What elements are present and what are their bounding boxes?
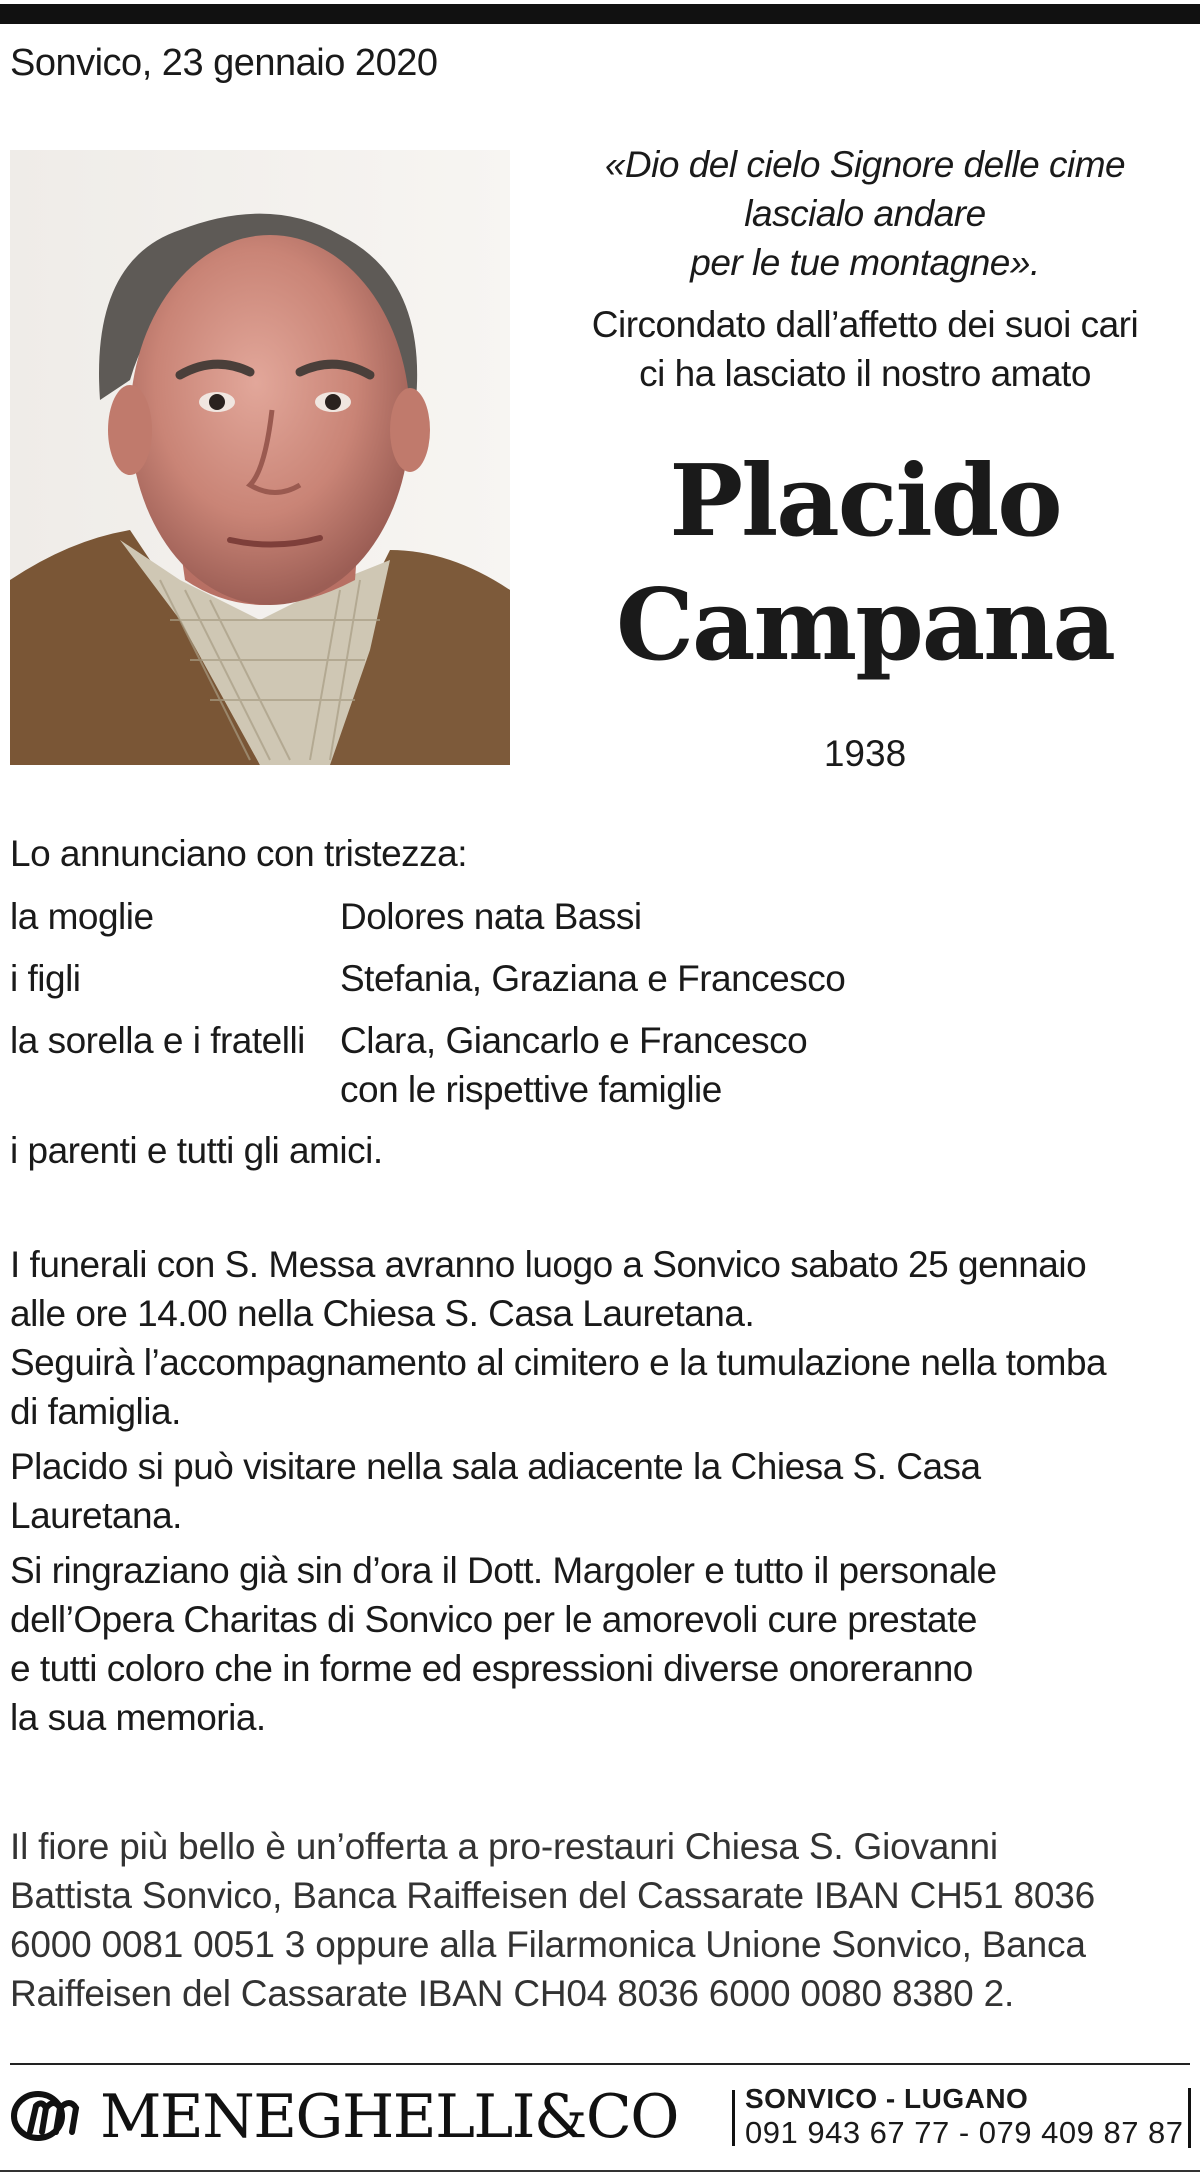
- brand-name: MENEGHELLI&CO: [100, 2082, 678, 2152]
- family-names: [340, 1016, 807, 1114]
- top-rule: [0, 4, 1200, 24]
- base-rule: [0, 2170, 1200, 2172]
- quote-line: lascialo andare: [744, 193, 986, 234]
- family-name-line: Clara, Giancarlo e Francesco: [340, 1020, 808, 1061]
- family-row: [10, 954, 1190, 1004]
- donation-paragraph: Il fiore più bello è un’offerta a pro-restauri Chiesa S. Giovanni Battista Sonvico, Banca Raiffeisen del Cassarate IBAN CH51 8036 6000 0081 0051 3 oppure alla Filarmonica Unione Sonvico, Banca Raiffeisen del Cassarate IBAN CH04 8036 6000 0080 8380 2.: [10, 1826, 1095, 2014]
- footer-rule: [10, 2063, 1190, 2065]
- portrait-photo: [10, 150, 510, 765]
- family-names: [340, 892, 642, 942]
- birth-year: 1938: [823, 733, 907, 774]
- thanks-paragraph: Si ringraziano già sin d’ora il Dott. Margoler e tutto il personale dell’Opera Charitas di Sonvico per le amorevoli cure prestate e tutti coloro che in forme ed espressioni diverse onoreranno la sua memoria.: [10, 1550, 997, 1738]
- date-line: Sonvico, 23 gennaio 2020: [10, 42, 438, 84]
- family-row: [10, 1016, 1190, 1114]
- meneghelli-logo-icon: [10, 2086, 92, 2142]
- quote-block: [540, 140, 1190, 287]
- funeral-paragraph: I funerali con S. Messa avranno luogo a Sonvico sabato 25 gennaio alle ore 14.00 nella Chiesa S. Casa Lauretana. Seguirà l’accompagnamento al cimitero e la tumulazione nella tomba di famiglia.: [10, 1244, 1107, 1432]
- footer-end-bar: [1188, 2088, 1191, 2148]
- first-name: Placido: [669, 444, 1061, 559]
- footer: [10, 2078, 1190, 2154]
- footer-phones: 091 943 67 77 - 079 409 87 87: [745, 2115, 1184, 2150]
- quote-line: per le tue montagne».: [690, 242, 1040, 283]
- deceased-name: [540, 440, 1190, 688]
- family-list: [10, 892, 1190, 1114]
- intro-line: ci ha lasciato il nostro amato: [639, 353, 1091, 394]
- quote-line: «Dio del cielo Signore delle cime: [604, 144, 1126, 185]
- family-row: [10, 892, 1190, 942]
- footer-divider: [732, 2090, 735, 2146]
- body-text: [10, 1240, 1190, 1748]
- intro-block: [540, 300, 1190, 398]
- family-names: [340, 954, 845, 1004]
- footer-city: SONVICO - LUGANO: [745, 2083, 1029, 2114]
- family-relation: la sorella e i fratelli: [10, 1020, 305, 1061]
- family-closing: i parenti e tutti gli amici.: [10, 1130, 383, 1171]
- intro-line: Circondato dall’affetto dei suoi cari: [591, 304, 1139, 345]
- family-name-line: con le rispettive famiglie: [340, 1069, 722, 1110]
- last-name: Campana: [616, 568, 1114, 683]
- family-relation: la moglie: [10, 896, 154, 937]
- announcement-heading: Lo annunciano con tristezza:: [10, 833, 468, 874]
- family-relation: i figli: [10, 958, 81, 999]
- family-name-line: Dolores nata Bassi: [340, 896, 642, 937]
- family-name-line: Stefania, Graziana e Francesco: [340, 958, 846, 999]
- visitation-paragraph: Placido si può visitare nella sala adiacente la Chiesa S. Casa Lauretana.: [10, 1446, 981, 1536]
